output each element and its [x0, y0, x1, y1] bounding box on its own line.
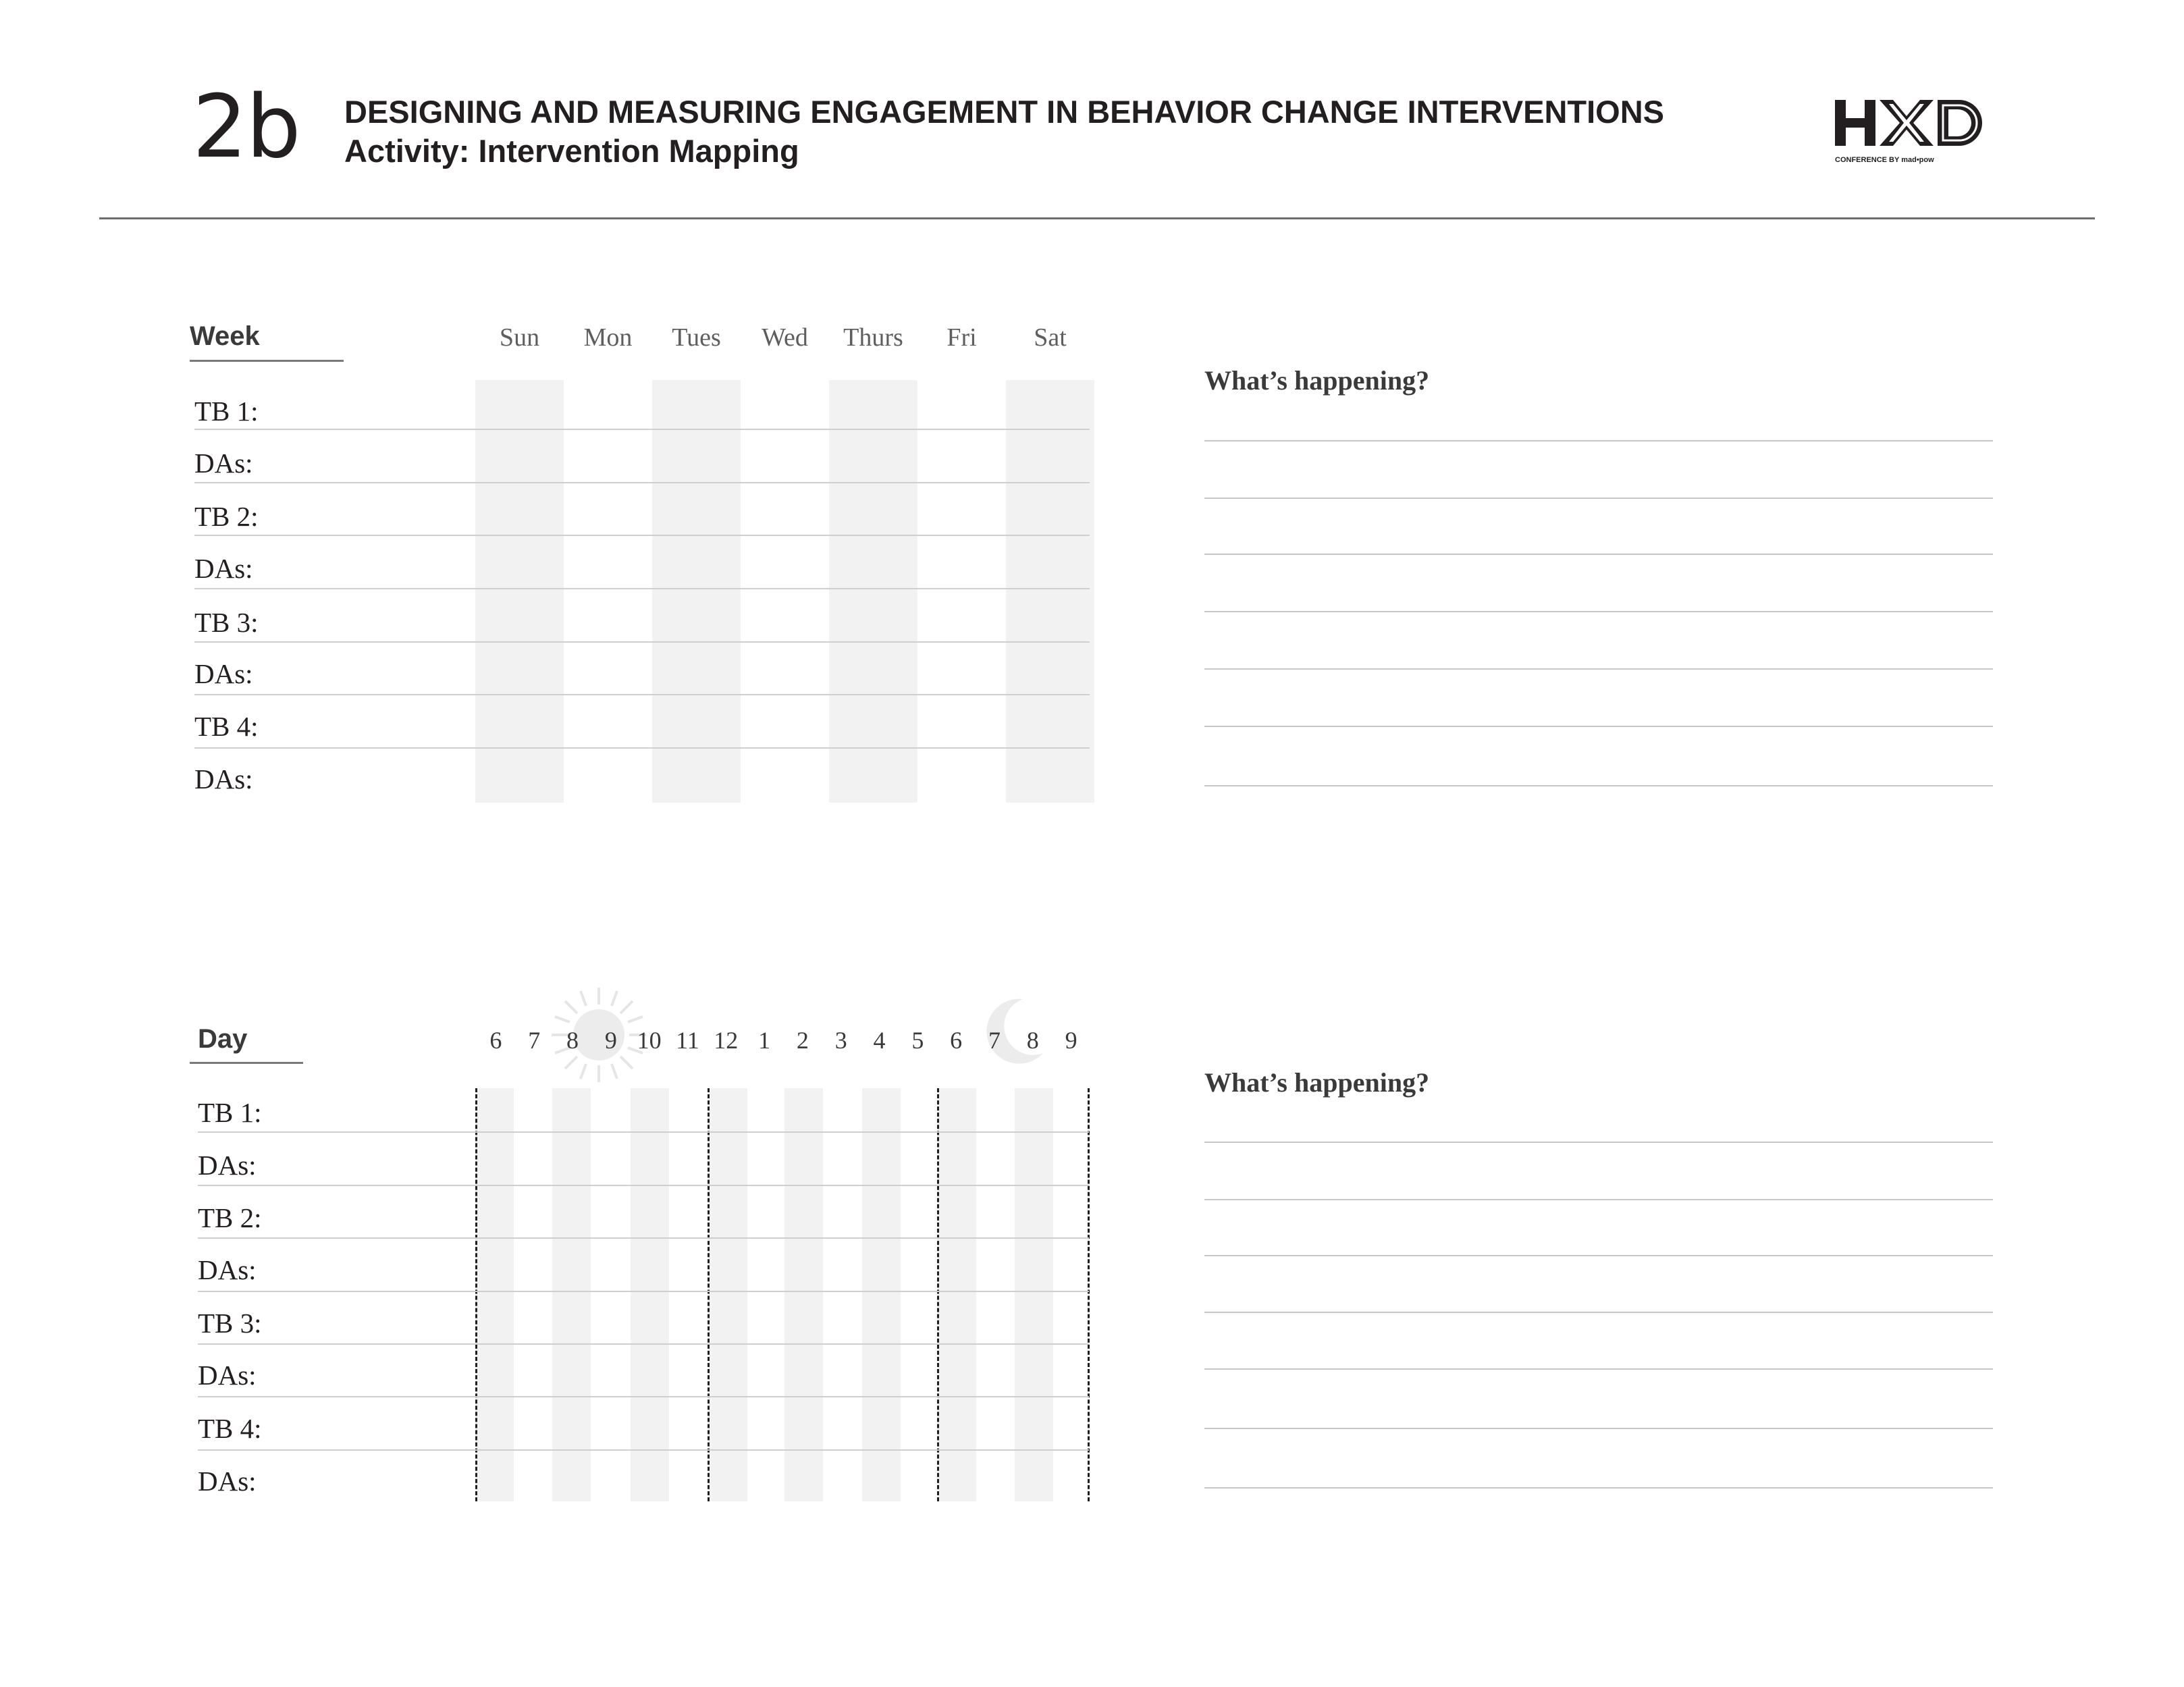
day-dashed-divider	[1088, 1088, 1090, 1501]
day-row-label: DAs:	[198, 1150, 257, 1181]
day-hour-header: 12	[714, 1027, 739, 1054]
day-hour-header: 5	[911, 1027, 924, 1054]
day-row-divider	[198, 1449, 1089, 1451]
week-row-divider	[194, 747, 1090, 749]
day-hour-header: 10	[637, 1027, 662, 1054]
week-day-header: Sat	[1034, 323, 1067, 352]
week-row-label: DAs:	[194, 448, 253, 479]
day-hour-header: 6	[950, 1027, 963, 1054]
day-row-divider	[198, 1396, 1089, 1397]
day-hour-header: 9	[604, 1027, 617, 1054]
day-row-label: DAs:	[198, 1254, 257, 1285]
hxd-logo	[1834, 95, 1996, 169]
day-hour-column-shade	[475, 1088, 514, 1501]
week-row-divider	[194, 641, 1090, 643]
day-note-line	[1204, 1142, 1993, 1143]
week-day-header: Sun	[499, 323, 540, 352]
day-note-line	[1204, 1487, 1993, 1489]
day-hour-header: 1	[758, 1027, 771, 1054]
page-number: 2b	[192, 77, 300, 178]
week-note-line	[1204, 440, 1993, 441]
day-row-label: TB 3:	[198, 1308, 262, 1339]
week-label: Week	[190, 321, 260, 351]
week-row-label: TB 3:	[194, 607, 259, 638]
sun-icon	[548, 984, 649, 1086]
week-row-divider	[194, 535, 1090, 536]
week-label-underline	[190, 360, 344, 362]
day-row-divider	[198, 1291, 1089, 1292]
day-note-line	[1204, 1428, 1993, 1429]
day-hour-column-shade	[709, 1088, 747, 1501]
day-note-line	[1204, 1199, 1993, 1200]
logo-tagline: CONFERENCE BY mad•pow	[1835, 156, 1934, 164]
day-row-label: DAs:	[198, 1466, 257, 1497]
week-row-label: TB 4:	[194, 711, 259, 742]
day-label-underline	[190, 1062, 303, 1064]
day-hour-column-shade	[784, 1088, 823, 1501]
week-day-header: Fri	[947, 323, 977, 352]
day-hour-header: 11	[676, 1027, 699, 1054]
day-hour-header: 7	[528, 1027, 541, 1054]
page-subtitle: Activity: Intervention Mapping	[344, 133, 799, 169]
day-hour-column-shade	[1015, 1088, 1053, 1501]
week-day-column-shade	[1006, 380, 1094, 803]
day-row-divider	[198, 1131, 1089, 1133]
day-notes-title: What’s happening?	[1204, 1067, 1430, 1098]
day-hour-column-shade	[631, 1088, 669, 1501]
day-note-line	[1204, 1255, 1993, 1256]
week-day-header: Mon	[583, 323, 633, 352]
week-row-divider	[194, 588, 1090, 589]
day-note-line	[1204, 1312, 1993, 1313]
day-row-label: DAs:	[198, 1360, 257, 1391]
week-note-line	[1204, 554, 1993, 555]
day-label: Day	[198, 1024, 248, 1054]
page-title: DESIGNING AND MEASURING ENGAGEMENT IN BEHAVIOR CHANGE INTERVENTIONS	[344, 94, 1664, 130]
day-hour-header: 3	[834, 1027, 847, 1054]
week-note-line	[1204, 726, 1993, 727]
day-hour-column-shade	[552, 1088, 591, 1501]
week-day-column-shade	[475, 380, 564, 803]
week-day-header: Thurs	[843, 323, 903, 352]
day-row-divider	[198, 1343, 1089, 1345]
day-hour-column-shade	[938, 1088, 976, 1501]
day-hour-header: 6	[489, 1027, 502, 1054]
day-row-divider	[198, 1237, 1089, 1239]
day-row-divider	[198, 1185, 1089, 1186]
week-row-divider	[194, 694, 1090, 695]
day-hour-header: 4	[873, 1027, 886, 1054]
week-note-line	[1204, 498, 1993, 499]
week-notes-title: What’s happening?	[1204, 365, 1430, 396]
week-row-label: TB 2:	[194, 501, 259, 532]
header-divider	[99, 217, 2095, 219]
day-dashed-divider	[937, 1088, 939, 1501]
week-day-header: Wed	[762, 323, 808, 352]
week-row-label: DAs:	[194, 764, 253, 795]
day-hour-header: 7	[988, 1027, 1001, 1054]
week-note-line	[1204, 668, 1993, 670]
day-dashed-divider	[708, 1088, 710, 1501]
day-row-label: TB 4:	[198, 1413, 262, 1444]
week-row-label: DAs:	[194, 658, 253, 689]
week-row-label: TB 1:	[194, 396, 259, 427]
day-row-label: TB 2:	[198, 1202, 262, 1233]
day-row-label: TB 1:	[198, 1097, 262, 1128]
week-row-divider	[194, 482, 1090, 483]
day-hour-header: 8	[1026, 1027, 1039, 1054]
day-dashed-divider	[475, 1088, 477, 1501]
day-hour-header: 9	[1065, 1027, 1077, 1054]
week-note-line	[1204, 611, 1993, 612]
week-day-column-shade	[652, 380, 741, 803]
week-row-divider	[194, 429, 1090, 430]
day-hour-header: 8	[566, 1027, 579, 1054]
week-day-header: Tues	[672, 323, 721, 352]
day-hour-header: 2	[796, 1027, 809, 1054]
week-row-label: DAs:	[194, 553, 253, 584]
week-note-line	[1204, 785, 1993, 786]
day-note-line	[1204, 1368, 1993, 1370]
day-hour-column-shade	[862, 1088, 901, 1501]
week-day-column-shade	[829, 380, 917, 803]
